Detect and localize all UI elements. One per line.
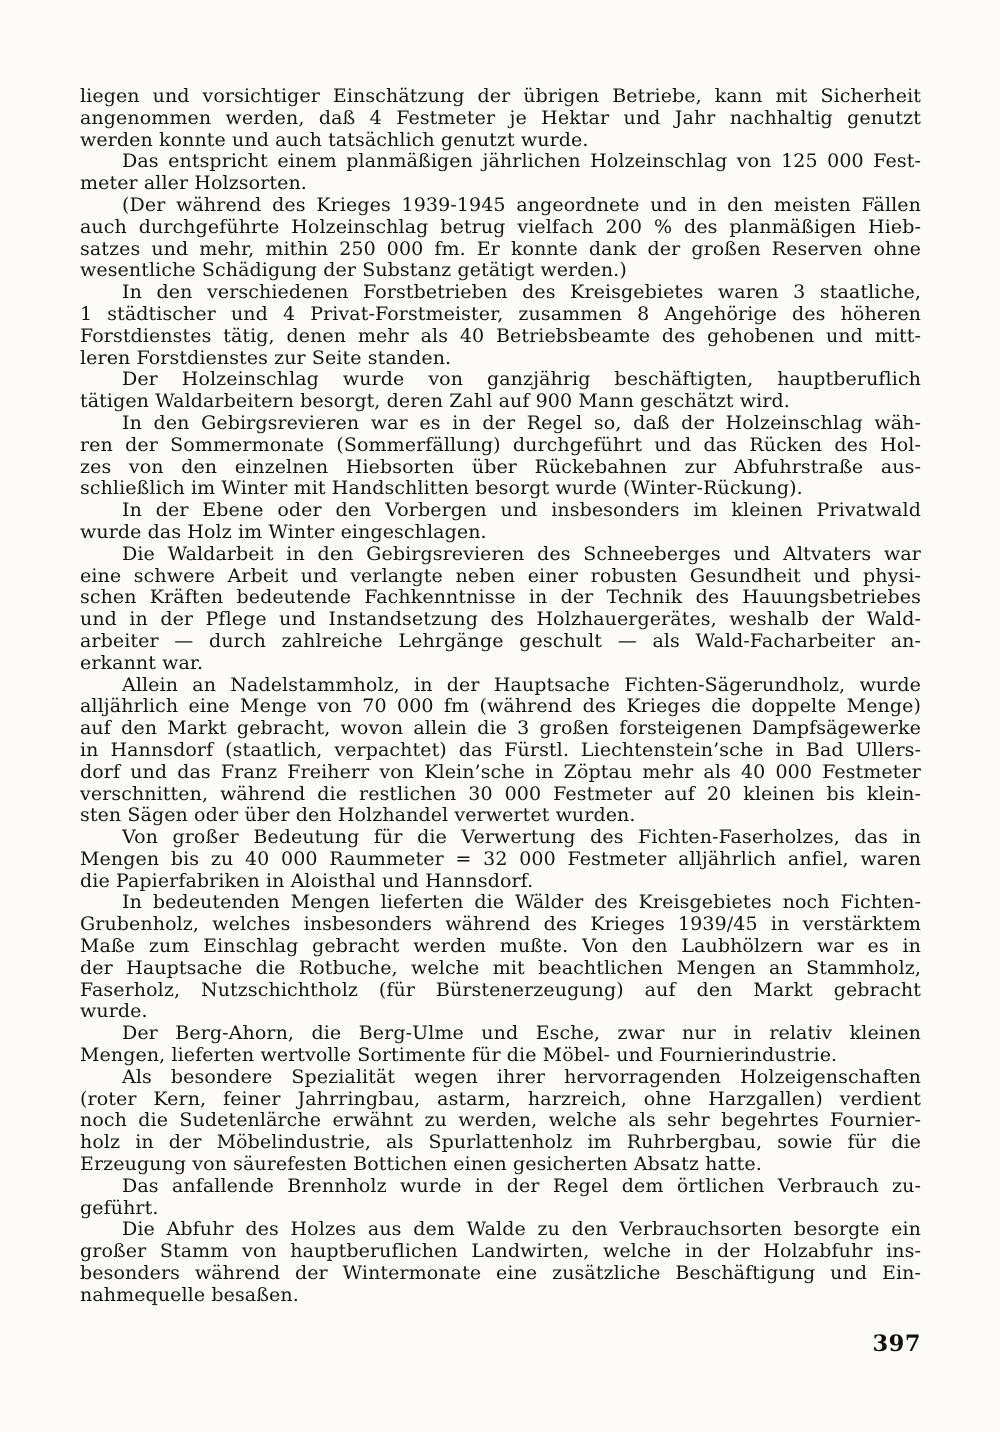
paragraph (80, 1176, 921, 1220)
text-line: 1 städtischer und 4 Privat-Forstmeister, zusammen 8 Angehörige des höheren (80, 302, 921, 325)
text-line: Der Holzeinschlag wurde von ganzjährig beschäftigten, hauptberuflich (122, 368, 921, 391)
paragraph (80, 892, 921, 1023)
paragraph (80, 151, 921, 195)
text-line: der Hauptsache die Rotbuche, welche mit beachtlichen Mengen an Stammholz, (80, 956, 921, 979)
paragraph (80, 86, 921, 151)
text-line: wurde. (80, 1000, 148, 1023)
text-line: Maße zum Einschlag gebracht werden mußte. Von den Laubhölzern war es in (80, 935, 921, 958)
text-line: (roter Kern, feiner Jahrringbau, astarm, harzreich, ohne Harzgallen) verdient (80, 1087, 921, 1110)
text-line: wesentliche Schädigung der Substanz getätigt werden.) (80, 259, 627, 282)
text-line: verschnitten, während die restlichen 30 000 Festmeter auf 20 kleinen bis klein- (80, 782, 921, 805)
text-line: arbeiter — durch zahlreiche Lehrgänge geschult — als Wald-Facharbeiter an- (80, 629, 921, 652)
text-line: alljährlich eine Menge von 70 000 fm (während des Krieges die doppelte Menge) (80, 695, 921, 718)
text-line: leren Forstdienstes zur Seite standen. (80, 346, 452, 369)
text-line: Der Berg-Ahorn, die Berg-Ulme und Esche, zwar nur in relativ kleinen (122, 1022, 921, 1045)
text-line: liegen und vorsichtiger Einschätzung der übrigen Betriebe, kann mit Sicherheit (80, 85, 921, 107)
text-line: noch die Sudetenlärche erwähnt zu werden, welche als sehr begehrtes Fournier- (80, 1109, 921, 1132)
text-line: In der Ebene oder den Vorbergen und insbesonders im kleinen Privatwald (122, 499, 921, 522)
text-line: Grubenholz, welches insbesonders während des Krieges 1939/45 in verstärktem (80, 913, 921, 936)
text-line: Die Abfuhr des Holzes aus dem Walde zu den Verbrauchsorten besorgte ein (122, 1218, 921, 1241)
text-line: Das entspricht einem planmäßigen jährlichen Holzeinschlag von 125 000 Fest- (122, 150, 921, 173)
text-line: nahmequelle besaßen. (80, 1283, 299, 1306)
text-line: und in der Pflege und Instandsetzung des Holzhauergerätes, weshalb der Wald- (80, 608, 921, 631)
text-line: die Papierfabriken in Aloisthal und Hannsdorf. (80, 869, 534, 892)
text-line: zes von den einzelnen Hiebsorten über Rückebahnen zur Abfuhrstraße aus- (80, 455, 921, 478)
text-line: In bedeutenden Mengen lieferten die Wälder des Kreisgebietes noch Fichten- (122, 891, 921, 914)
text-line: Forstdienstes tätig, denen mehr als 40 Betriebsbeamte des gehobenen und mitt- (80, 324, 921, 347)
text-line: holz in der Möbelindustrie, als Spurlattenholz im Ruhrbergbau, sowie für die (80, 1131, 921, 1154)
paragraph (80, 1023, 921, 1067)
text-line: schließlich im Winter mit Handschlitten besorgt wurde (Winter-Rückung). (80, 477, 803, 500)
paragraph (80, 413, 921, 500)
text-line: Mengen bis zu 40 000 Raummeter = 32 000 Festmeter alljährlich anfiel, waren (80, 847, 921, 870)
paragraph (80, 369, 921, 413)
text-line: (Der während des Krieges 1939-1945 angeordnete und in den meisten Fällen (122, 193, 921, 216)
paragraph (80, 544, 921, 675)
text-line: dorf und das Franz Freiherr von Klein’sche in Zöptau mehr als 40 000 Festmeter (80, 760, 921, 783)
text-line: erkannt war. (80, 651, 204, 674)
text-line: wurde das Holz im Winter eingeschlagen. (80, 520, 487, 543)
text-line: großer Stamm von hauptberuflichen Landwirten, welche in der Holzabfuhr ins- (80, 1240, 921, 1263)
text-line: ren der Sommermonate (Sommerfällung) durchgeführt und das Rücken des Hol- (80, 433, 921, 456)
text-line: auch durchgeführte Holzeinschlag betrug vielfach 200 % des planmäßigen Hieb- (80, 215, 921, 238)
text-line: Das anfallende Brennholz wurde in der Regel dem örtlichen Verbrauch zu- (122, 1174, 921, 1197)
paragraph (80, 675, 921, 828)
paragraph (80, 500, 921, 544)
text-line: eine schwere Arbeit und verlangte neben einer robusten Gesundheit und physi- (80, 564, 921, 587)
text-line: satzes und mehr, mithin 250 000 fm. Er konnte dank der großen Reserven ohne (80, 237, 921, 260)
text-line: Von großer Bedeutung für die Verwertung des Fichten-Faserholzes, das in (122, 826, 921, 849)
paragraph (80, 827, 921, 892)
text-line: in Hannsdorf (staatlich, verpachtet) das Fürstl. Liechtenstein’sche in Bad Ullers- (80, 738, 921, 761)
text-line: Als besondere Spezialität wegen ihrer hervorragenden Holzeigenschaften (122, 1065, 921, 1088)
page-number: 397 (872, 1331, 921, 1357)
paragraph (80, 282, 921, 369)
text-line: besonders während der Wintermonate eine zusätzliche Beschäftigung und Ein- (80, 1262, 921, 1285)
paragraph (80, 1067, 921, 1176)
text-line: Erzeugung von säurefesten Bottichen einen gesicherten Absatz hatte. (80, 1153, 762, 1176)
text-line: meter aller Holzsorten. (80, 172, 307, 195)
text-line: Mengen, lieferten wertvolle Sortimente für die Möbel- und Fournierindustrie. (80, 1044, 838, 1067)
text-line: Allein an Nadelstammholz, in der Hauptsache Fichten-Sägerundholz, wurde (122, 673, 921, 696)
text-line: werden konnte und auch tatsächlich genutzt wurde. (80, 128, 589, 151)
text-line: sten Sägen oder über den Holzhandel verwertet wurden. (80, 804, 636, 827)
text-line: In den verschiedenen Forstbetrieben des Kreisgebietes waren 3 staatliche, (122, 281, 921, 304)
text-line: auf den Markt gebracht, wovon allein die 3 großen forsteigenen Dampfsägewerke (80, 717, 921, 740)
paragraph (80, 1219, 921, 1306)
text-line: schen Kräften bedeutende Fachkenntnisse in der Technik des Hauungsbetriebes (80, 586, 921, 609)
text-line: Die Waldarbeit in den Gebirgsrevieren des Schneeberges und Altvaters war (122, 542, 921, 565)
text-line: angenommen werden, daß 4 Festmeter je Hektar und Jahr nachhaltig genutzt (80, 106, 921, 129)
body-text (80, 86, 921, 1307)
text-line: geführt. (80, 1196, 159, 1219)
text-line: tätigen Waldarbeitern besorgt, deren Zahl auf 900 Mann geschätzt wird. (80, 390, 790, 413)
text-line: Faserholz, Nutzschichtholz (für Bürstenerzeugung) auf den Markt gebracht (80, 978, 921, 1001)
paragraph (80, 195, 921, 282)
text-line: In den Gebirgsrevieren war es in der Regel so, daß der Holzeinschlag wäh- (122, 411, 921, 434)
